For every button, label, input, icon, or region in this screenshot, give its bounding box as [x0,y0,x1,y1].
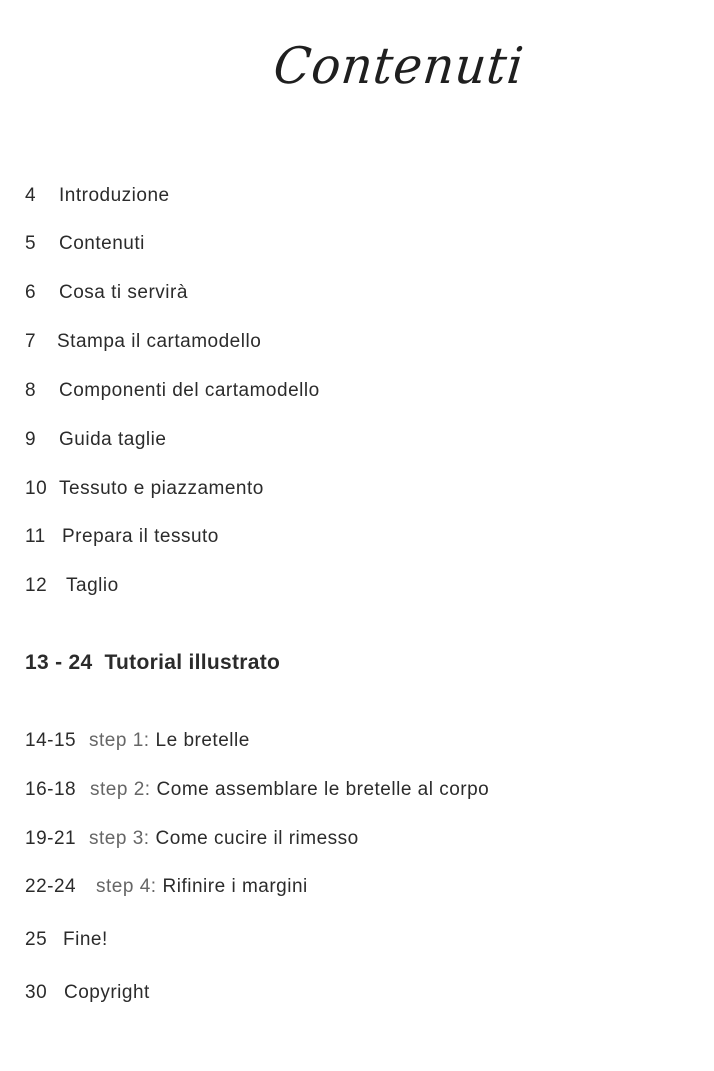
toc-page-number: 5 [25,233,37,254]
toc-label: Guida taglie [59,429,167,450]
toc-section-label: Tutorial illustrato [104,651,281,674]
toc-label: Introduzione [59,185,170,206]
toc-step-number: step 1: [89,730,150,751]
toc-label: Taglio [66,575,119,596]
toc-entry [25,928,108,952]
toc-label: Come assemblare le bretelle al corpo [156,779,490,800]
toc-page-number: 9 [25,429,37,450]
toc-section-heading [25,650,280,676]
toc-step-number: step 3: [89,828,150,849]
toc-page-range: 16-18 [25,779,77,800]
toc-label: Stampa il cartamodello [57,331,262,352]
toc-step-entry [25,729,250,753]
toc-step-entry [25,827,359,851]
toc-entry [25,477,264,501]
toc-entry [25,330,261,354]
toc-entry [25,281,188,305]
toc-section-pages: 13 - 24 [25,651,93,674]
toc-page-range: 19-21 [25,828,77,849]
toc-entry [25,574,119,598]
toc-label: Contenuti [59,233,145,254]
toc-page-number: 12 [25,575,48,596]
toc-entry [25,232,145,256]
toc-page-number: 4 [25,185,37,206]
toc-page-number: 30 [25,982,48,1003]
toc-label: Come cucire il rimesso [155,828,359,849]
toc-entry [25,184,170,208]
toc-entry [25,525,219,549]
toc-label: Tessuto e piazzamento [59,478,264,499]
toc-label: Le bretelle [155,730,250,751]
toc-entry [25,428,166,452]
toc-label: Rifinire i margini [162,876,308,897]
page-title-container [0,38,714,94]
toc-page-number: 7 [25,331,37,352]
toc-page-number: 8 [25,380,37,401]
toc-page-number: 25 [25,929,48,950]
toc-page-number: 6 [25,282,37,303]
toc-step-entry [25,778,489,802]
toc-page-number: 10 [25,478,48,499]
toc-entry [25,379,320,403]
toc-label: Fine! [63,929,108,950]
toc-page-number: 11 [25,526,46,547]
page-title: Contenuti [271,36,527,96]
toc-page-range: 22-24 [25,876,77,897]
toc-step-number: step 2: [90,779,151,800]
toc-label: Componenti del cartamodello [59,380,320,401]
toc-label: Prepara il tessuto [62,526,219,547]
toc-label: Copyright [64,982,150,1003]
toc-label: Cosa ti servirà [59,282,188,303]
toc-page-range: 14-15 [25,730,77,751]
toc-step-entry [25,875,308,899]
toc-step-number: step 4: [96,876,157,897]
toc-entry [25,981,150,1005]
